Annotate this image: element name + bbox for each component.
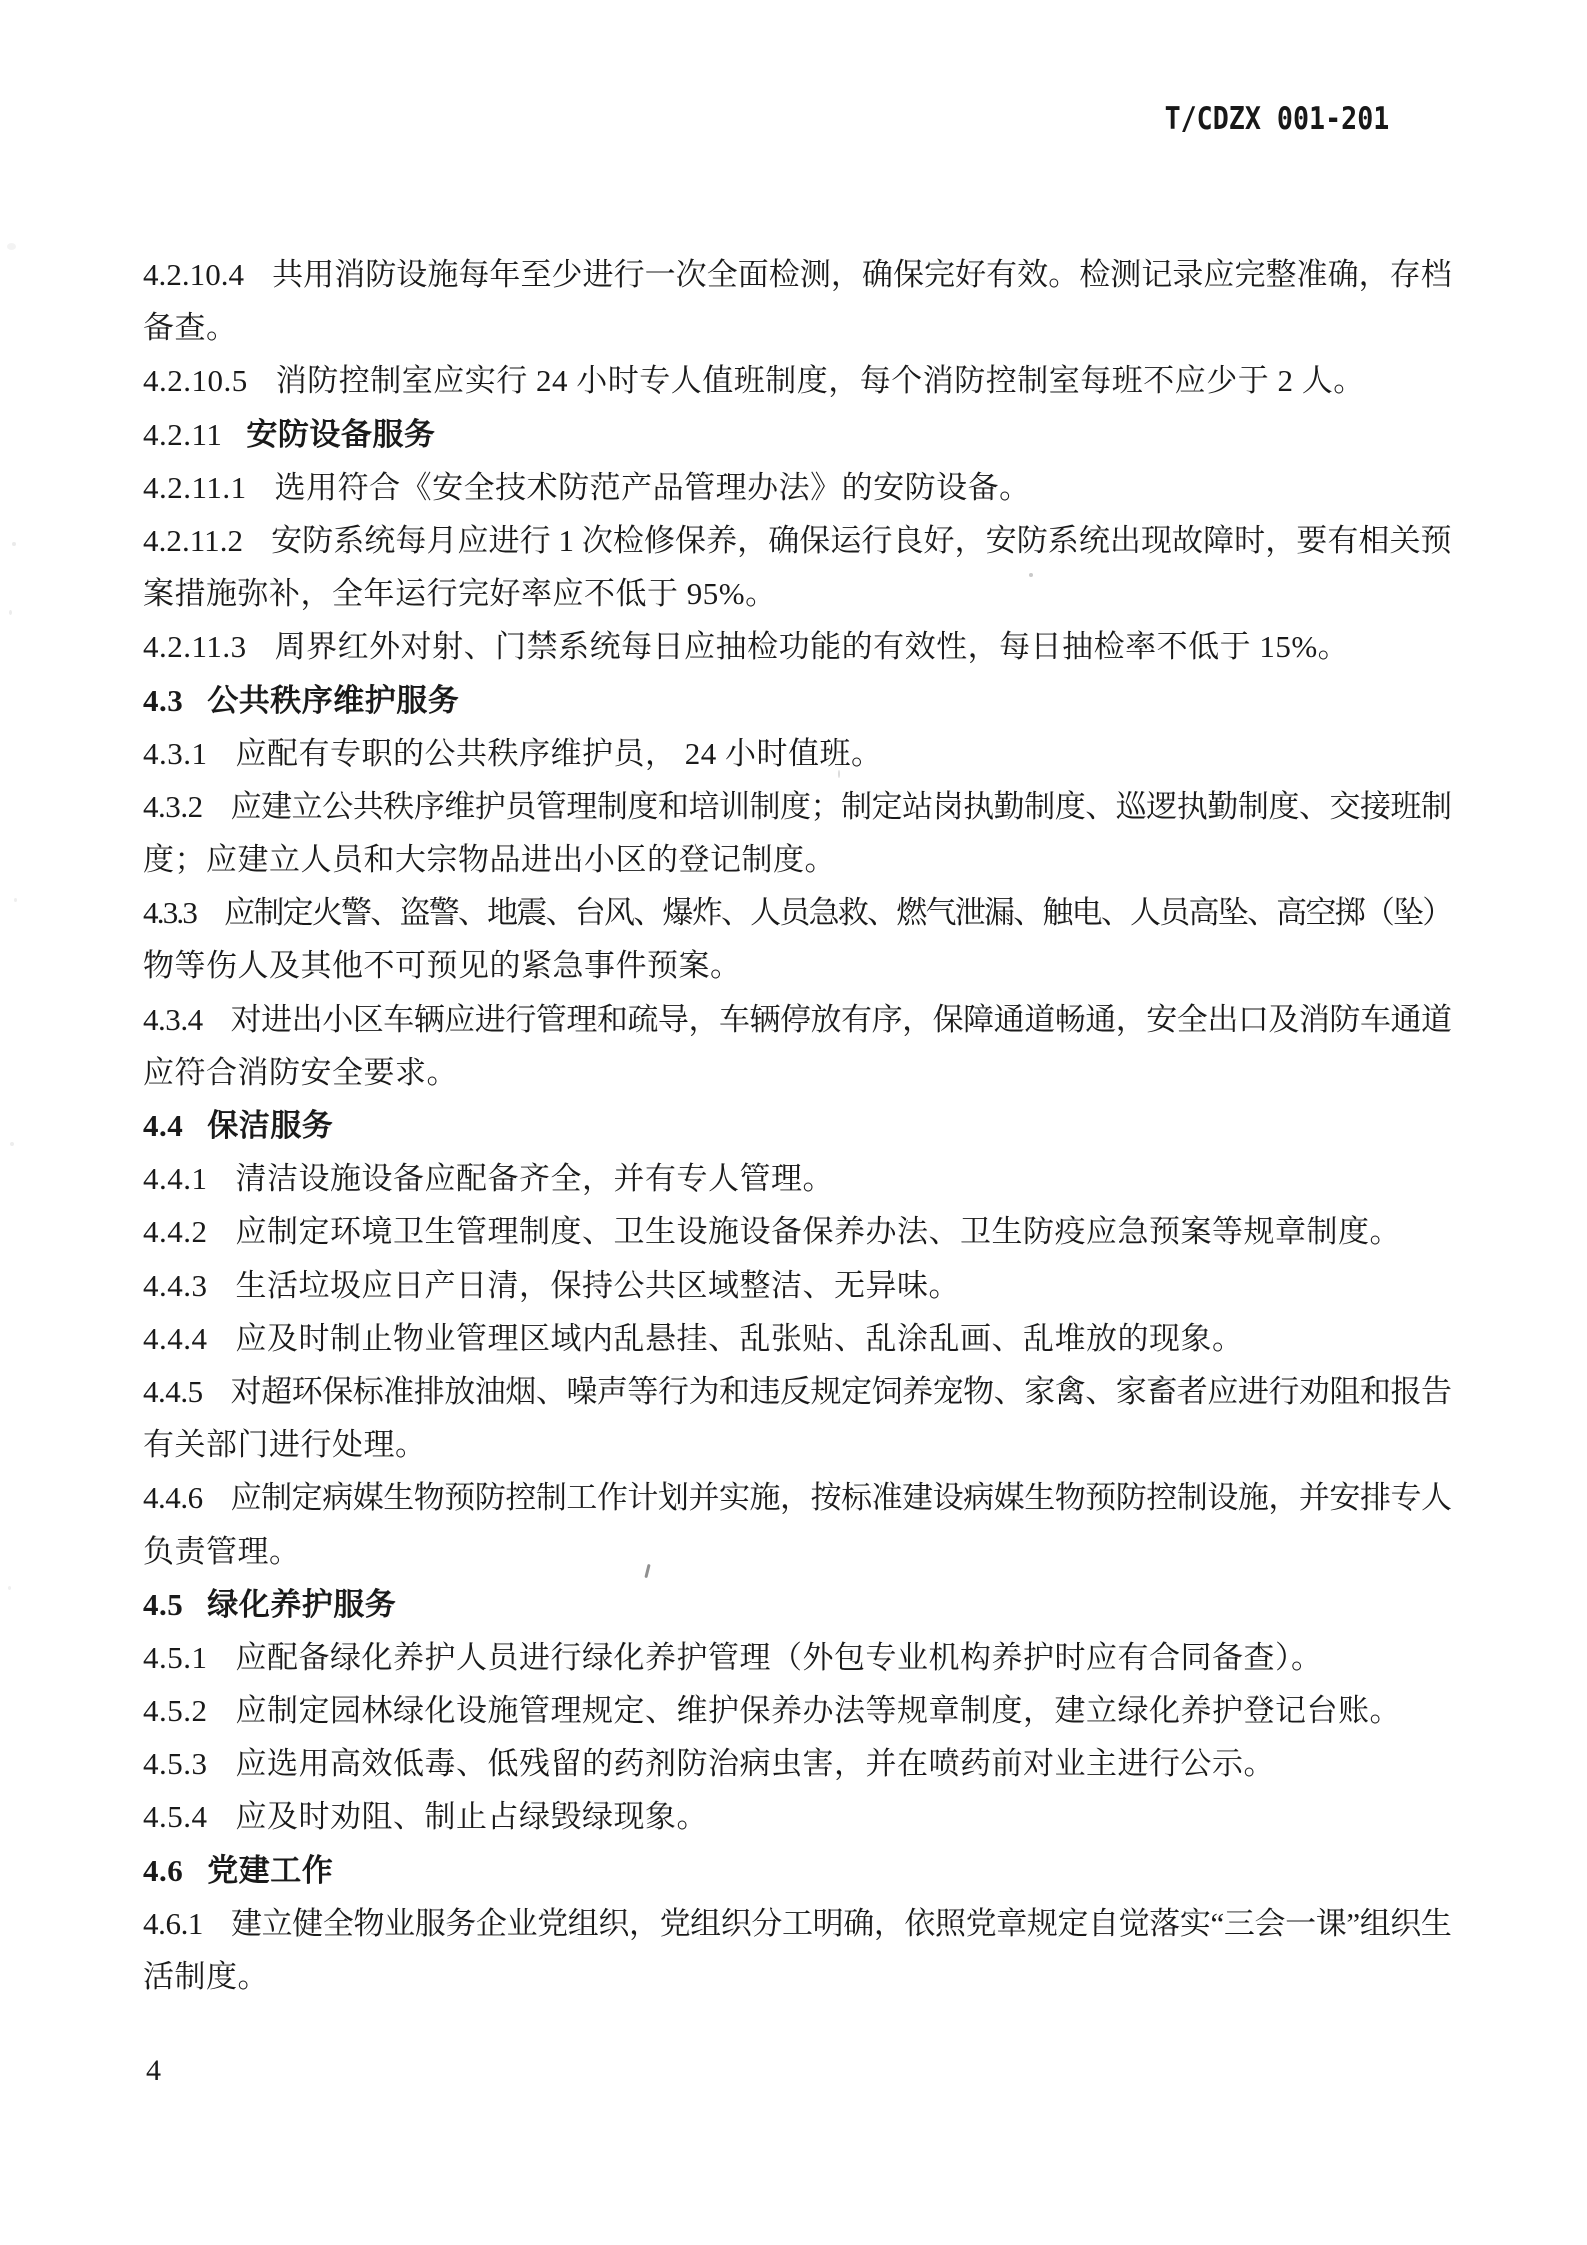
clause-line <box>143 1684 1452 1737</box>
clause-number: 4.4.3 <box>143 1267 208 1303</box>
clause-number: 4.5.2 <box>143 1693 208 1729</box>
clause-number: 4.4.2 <box>143 1214 208 1250</box>
clause-number: 4.3 <box>143 682 184 718</box>
clause-continuation-line: 物等伤人及其他不可预见的紧急事件预案。 <box>143 948 742 984</box>
clause-text: 应建立公共秩序维护员管理制度和培训制度；制定站岗执勤制度、巡逻执勤制度、交接班制 <box>230 788 1452 824</box>
clause-line <box>143 886 1452 939</box>
scan-artifact <box>10 1142 14 1146</box>
standard-code-header: T/CDZX 001-201 <box>1164 101 1389 137</box>
clause-line <box>143 1471 1452 1524</box>
clause-number: 4.6 <box>143 1852 184 1888</box>
clause-text: 建立健全物业服务企业党组织，党组织分工明确，依照党章规定自觉落实“三会一课”组织生 <box>231 1905 1452 1941</box>
clause-line <box>143 1205 1452 1258</box>
clause-line <box>143 1312 1452 1365</box>
clause-line <box>143 993 1452 1046</box>
clause-line <box>143 620 1452 673</box>
clause-number: 4.3.4 <box>143 1001 203 1037</box>
clause-line <box>143 1152 1452 1205</box>
section-heading <box>143 674 1452 727</box>
clause-number: 4.4.4 <box>143 1320 208 1356</box>
clause-text: 应配备绿化养护人员进行绿化养护管理（外包专业机构养护时应有合同备查）。 <box>235 1639 1323 1675</box>
clause-number: 4.3.1 <box>143 735 208 771</box>
clause-number: 4.2.10.4 <box>143 257 245 292</box>
clause-continuation-line: 活制度。 <box>143 1959 269 1994</box>
clause-line <box>143 1790 1452 1843</box>
clause-text: 消防控制室应实行 24 小时专人值班制度，每个消防控制室每班不应少于 2 人。 <box>275 363 1365 399</box>
clause-text: 应及时劝阻、制止占绿毁绿现象。 <box>235 1799 708 1835</box>
clause-text: 应配有专职的公共秩序维护员， 24 小时值班。 <box>235 735 883 771</box>
clause-text: 生活垃圾应日产日清，保持公共区域整洁、无异味。 <box>235 1267 960 1303</box>
scan-artifact <box>1029 573 1033 577</box>
scan-artifact <box>14 898 17 902</box>
clause-line <box>143 1737 1452 1790</box>
clause-line <box>143 1365 1452 1418</box>
clause-continuation-line: 有关部门进行处理。 <box>143 1427 427 1463</box>
clause-number: 4.3.3 <box>143 895 197 931</box>
clause-continuation-line: 负责管理。 <box>143 1533 301 1569</box>
clause-number: 4.2.11.2 <box>143 522 244 558</box>
clause-line <box>143 727 1452 780</box>
clause-text: 应制定火警、盗警、地震、台风、爆炸、人员急救、燃气泄漏、触电、人员高坠、高空掷（坠） <box>224 895 1452 931</box>
scan-artifact <box>9 610 12 615</box>
clause-text: 应及时制止物业管理区域内乱悬挂、乱张贴、乱涂乱画、乱堆放的现象。 <box>235 1320 1244 1356</box>
clause-line <box>143 1631 1452 1684</box>
clause-continuation-line: 度；应建立人员和大宗物品进出小区的登记制度。 <box>143 842 836 878</box>
clause-text: 安防系统每月应进行 1 次检修保养，确保运行良好，安防系统出现故障时，要有相关预 <box>271 522 1452 558</box>
clause-number: 4.5.4 <box>143 1799 208 1835</box>
clause-number: 4.2.11.3 <box>143 629 247 665</box>
clause-number: 4.2.11 <box>143 416 223 452</box>
scan-artifact <box>7 243 16 250</box>
scan-artifact <box>8 1586 11 1590</box>
clause-text: 周界红外对射、门禁系统每日应抽检功能的有效性，每日抽检率不低于 15%。 <box>274 629 1350 665</box>
clause-continuation-line: 应符合消防安全要求。 <box>143 1054 458 1090</box>
scan-artifact <box>838 770 840 778</box>
clause-text: 应制定病媒生物预防控制工作计划并实施，按标准建设病媒生物预防控制设施，并安排专人 <box>230 1480 1452 1516</box>
clause-number: 4.4.6 <box>143 1480 203 1516</box>
section-heading <box>143 1099 1452 1152</box>
clause-text: 应制定园林绿化设施管理规定、维护保养办法等规章制度，建立绿化养护登记台账。 <box>235 1693 1401 1729</box>
scan-artifact <box>12 542 16 546</box>
clause-text: 选用符合《安全技术防范产品管理办法》的安防设备。 <box>274 469 1031 505</box>
clause-number: 4.5 <box>143 1586 184 1622</box>
clause-text: 清洁设施设备应配备齐全，并有专人管理。 <box>235 1161 834 1197</box>
clause-number: 4.4.1 <box>143 1161 208 1197</box>
clause-line <box>143 354 1452 407</box>
clause-line <box>143 1259 1452 1312</box>
clause-number: 4.2.10.5 <box>143 363 248 399</box>
section-heading <box>143 1844 1452 1897</box>
clause-text: 保洁服务 <box>207 1108 334 1143</box>
clause-continuation-line: 备查。 <box>143 310 238 346</box>
clause-text: 应选用高效低毒、低残留的药剂防治病虫害，并在喷药前对业主进行公示。 <box>235 1746 1275 1782</box>
page-number: 4 <box>146 2054 161 2087</box>
clause-number: 4.5.3 <box>143 1746 208 1782</box>
clause-text: 党建工作 <box>207 1852 334 1888</box>
clause-text: 共用消防设施每年至少进行一次全面检测，确保完好有效。检测记录应完整准确，存档 <box>272 257 1452 292</box>
clause-text: 对进出小区车辆应进行管理和疏导，车辆停放有序，保障通道畅通，安全出口及消防车通道 <box>230 1001 1452 1037</box>
clause-line <box>143 1897 1452 1950</box>
clause-text: 安防设备服务 <box>246 416 436 452</box>
clause-text: 公共秩序维护服务 <box>207 682 460 718</box>
clause-number: 4.4.5 <box>143 1373 203 1409</box>
clause-number: 4.3.2 <box>143 788 203 824</box>
clause-text: 对超环保标准排放油烟、噪声等行为和违反规定饲养宠物、家禽、家畜者应进行劝阻和报告 <box>230 1373 1452 1409</box>
clause-number: 4.4 <box>143 1108 184 1143</box>
clause-line <box>143 780 1452 833</box>
document-body <box>143 248 1452 2003</box>
clause-line <box>143 514 1452 567</box>
clause-number: 4.2.11.1 <box>143 469 247 505</box>
clause-continuation-line: 案措施弥补，全年运行完好率应不低于 95%。 <box>143 576 777 612</box>
section-heading <box>143 408 1452 461</box>
clause-line <box>143 461 1452 514</box>
clause-number: 4.6.1 <box>143 1905 204 1941</box>
clause-line <box>143 248 1452 301</box>
section-heading <box>143 1578 1452 1631</box>
clause-text: 应制定环境卫生管理制度、卫生设施设备保养办法、卫生防疫应急预案等规章制度。 <box>235 1214 1401 1250</box>
clause-text: 绿化养护服务 <box>207 1586 397 1622</box>
clause-number: 4.5.1 <box>143 1639 208 1675</box>
